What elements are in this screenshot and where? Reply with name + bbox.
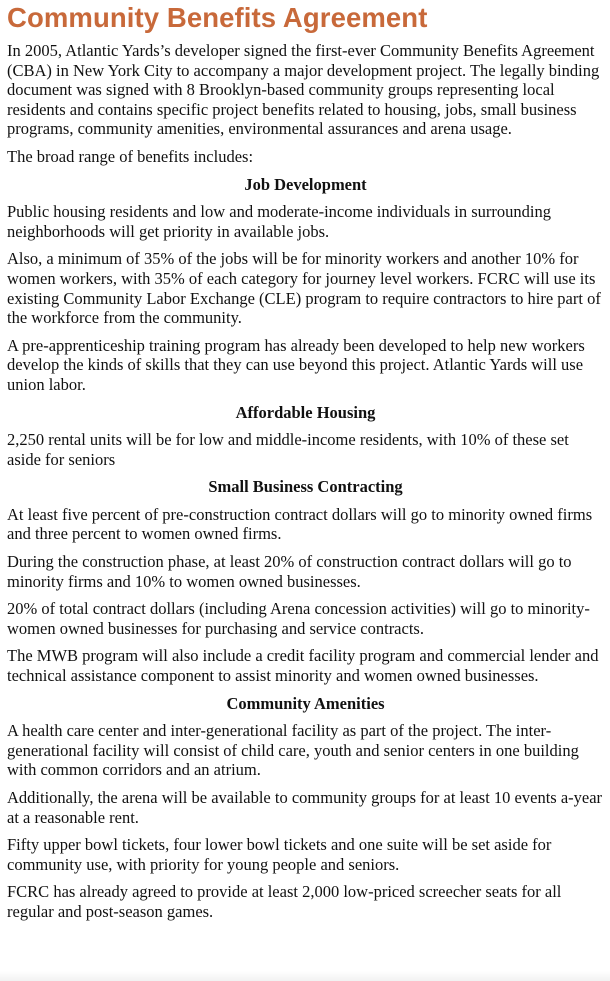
section-heading: Affordable Housing [235,402,376,422]
section-job-development [7,175,604,395]
intro-paragraph: In 2005, Atlantic Yards’s developer signed the first-ever Community Benefits Agreement (CBA) in New York City to accompany a major development project. The legally binding document was signed with 8 Brooklyn-based community groups representing local residents and contains specific project benefits related to housing, jobs, small business programs, community amenities, environmental assurances and arena usage. [7,41,600,139]
section-heading: Community Amenities [226,693,385,713]
page-bottom-edge [0,971,610,981]
section-heading: Small Business Contracting [208,477,403,497]
lead-paragraph: The broad range of benefits includes: [7,146,254,166]
paragraph: A health care center and inter-generational facility as part of the project. The inter-generational facility will consist of child care, youth and senior centers in one building with common corridors and an atrium. [7,721,579,780]
document-title: Community Benefits Agreement [7,2,428,33]
paragraph: FCRC has already agreed to provide at least 2,000 low-priced screecher seats for all regular and post-season games. [7,882,562,921]
paragraph: A pre-apprenticeship training program has already been developed to help new workers develop the kinds of skills that they can use beyond this project. Atlantic Yards will use union labor. [7,335,585,394]
paragraph: Additionally, the arena will be available to community groups for at least 10 events a-year at a reasonable rent. [7,788,603,827]
paragraph: Also, a minimum of 35% of the jobs will be for minority workers and another 10% for women workers, with 35% of each category for journey level workers. FCRC will use its existing Community Labor Exchange (CLE) program to require contractors to hire part of the workforce from the community. [7,249,601,328]
paragraph: 20% of total contract dollars (including Arena concession activities) will go to minority-women owned businesses for purchasing and service contracts. [7,599,590,638]
section-affordable-housing [7,403,604,470]
section-small-business-contracting [7,477,604,685]
paragraph: 2,250 rental units will be for low and middle-income residents, with 10% of these set aside for seniors [7,430,569,469]
paragraph: Fifty upper bowl tickets, four lower bowl tickets and one suite will be set aside for community use, with priority for young people and seniors. [7,835,552,874]
section-community-amenities [7,694,604,922]
paragraph: Public housing residents and low and moderate-income individuals in surrounding neighborhoods will get priority in available jobs. [7,202,551,241]
paragraph: During the construction phase, at least 20% of construction contract dollars will go to minority firms and 10% to women owned businesses. [7,552,572,591]
paragraph: The MWB program will also include a credit facility program and commercial lender and technical assistance component to assist minority and women owned businesses. [7,646,599,686]
section-heading: Job Development [244,174,367,194]
paragraph: At least five percent of pre-construction contract dollars will go to minority owned firms and three percent to women owned firms. [7,504,593,544]
